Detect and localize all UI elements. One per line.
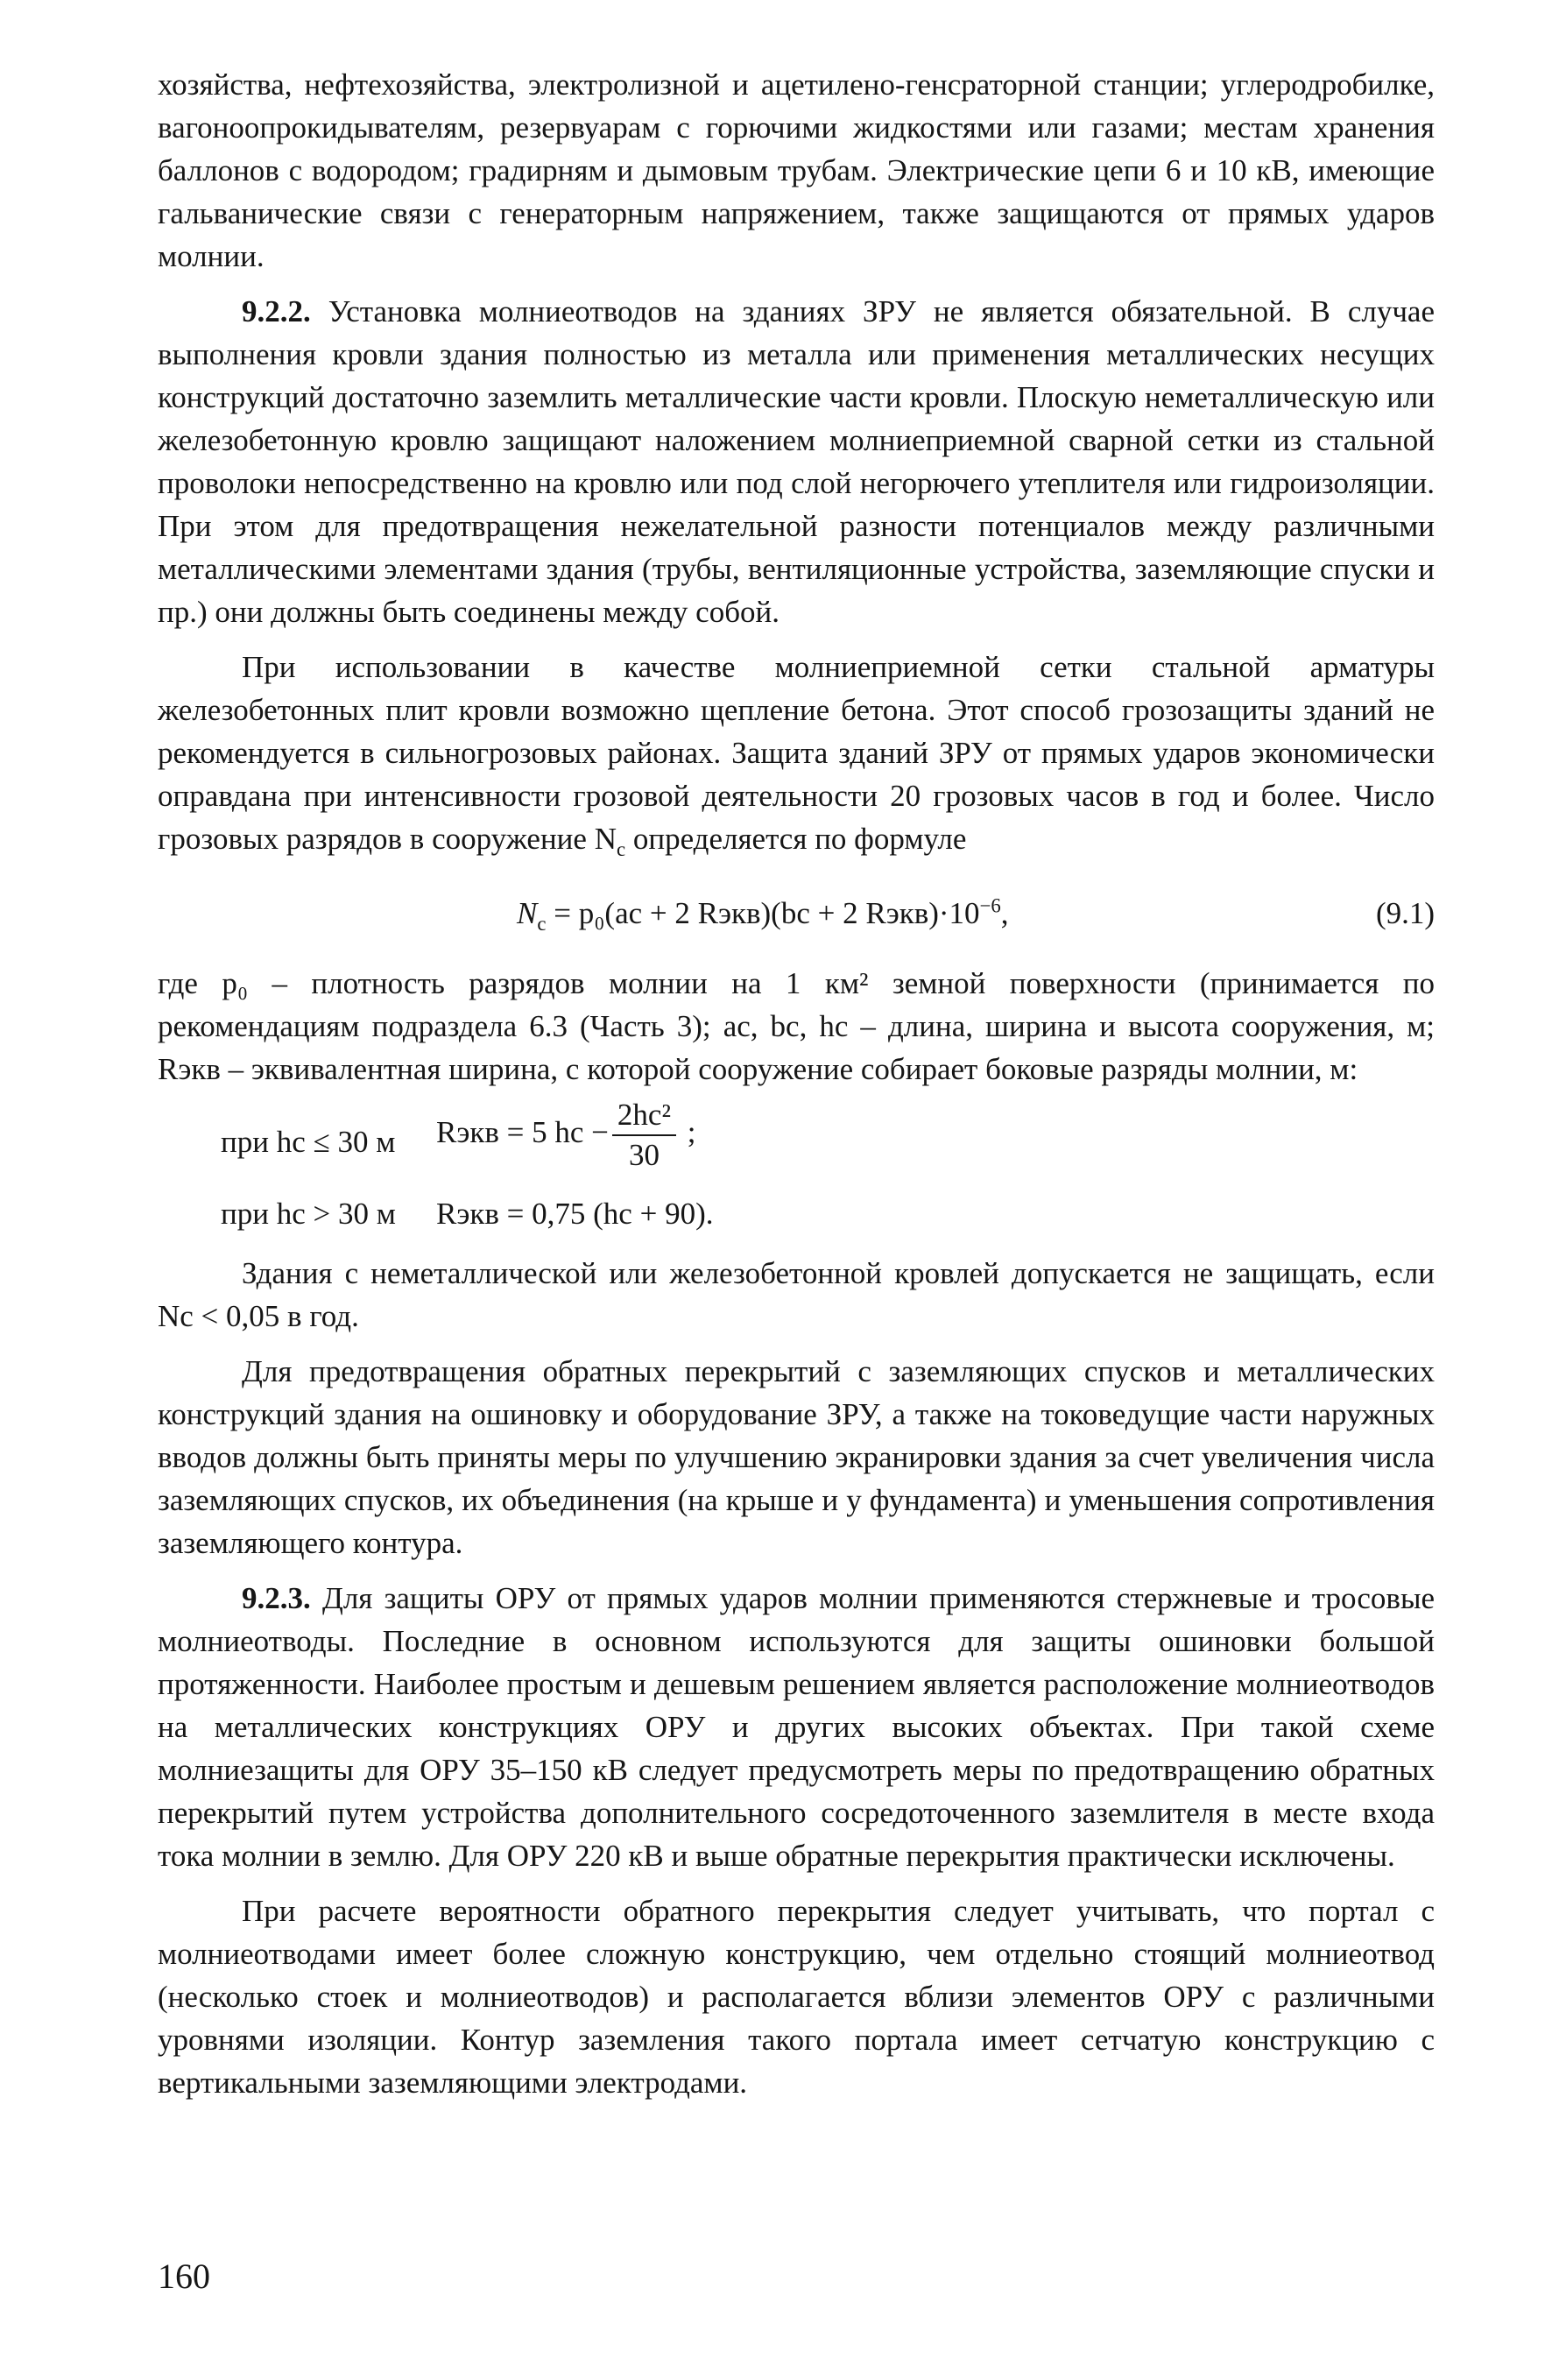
paragraph-4: где p₀ – плотность разрядов молнии на 1 км² земной поверхности (принимается по рекомендациям подраздела 6.3 (Часть 3); aс, bс, hс – длина, ширина и высота сооружения, м; Rэкв – эквивалентная ширина, с которой сооружение собирает боковые разряды молнии, м: [158, 966, 1435, 1086]
formula-body: = p₀(aс + 2 Rэкв)(bс + 2 Rэкв)·10 [546, 896, 980, 930]
page-number: 160 [158, 2256, 210, 2296]
equation-1-numerator: 2hс² [612, 1096, 676, 1136]
paragraph-9-2-3-text: Для защиты ОРУ от прямых ударов молнии применяются стержневые и тросовые молниеотводы. Последние в основном используются для защиты ошиновки большой протяженности. Наиболее простым и дешевым решением является расположение молниеотводов на металлических конструкциях ОРУ и других высоких объектах. При такой схеме молниезащиты для ОРУ 35–150 кВ следует предусмотреть меры по предотвращению обратных перекрытий путем устройства дополнительного сосредоточенного заземлителя в месте входа тока молнии в землю. Для ОРУ 220 кВ и выше обратные перекрытия практически исключены. [158, 1581, 1435, 1873]
formula-tail: , [1000, 896, 1009, 930]
paragraph-9-2-3 [158, 1577, 1435, 1877]
paragraph-3-tail: определяется по формуле [625, 822, 967, 856]
paragraph-8: При расчете вероятности обратного перекрытия следует учитывать, что портал с молниеотводами имеет более сложную конструкцию, чем отдельно стоящий молниеотвод (несколько стоек и молниеотводов) и располагается вблизи элементов ОРУ с различными уровнями изоляции. Контур заземления такого портала имеет сетчатую конструкцию с вертикальными заземляющими электродами. [158, 1894, 1435, 2100]
paragraph-5: Здания с неметаллической или железобетонной кровлей допускается не защищать, если Nс < 0,05 в год. [158, 1256, 1435, 1333]
equation-1-tail: ; [679, 1115, 696, 1150]
equation-1-fraction [612, 1096, 676, 1175]
formula-exponent: −6 [979, 894, 1001, 917]
equation-2-rhs: Rэкв = 0,75 (hс + 90). [436, 1197, 714, 1231]
section-number-9-2-3: 9.2.3. [242, 1581, 311, 1615]
equation-1-denominator: 30 [628, 1138, 660, 1172]
formula-expression: $N_с = p_0(aс + 2$ Rэкв)(bс + 2 $Rэкв)\cdot 10^{-6}$, [517, 894, 1009, 935]
paragraph-3-sub: с [616, 838, 626, 860]
equation-row-1 [158, 1091, 1435, 1189]
equation-1-lhs: Rэкв = 5 hс − [436, 1115, 609, 1150]
section-number-9-2-2: 9.2.2. [242, 294, 311, 328]
equation-2-condition: при hс > 30 м [221, 1197, 396, 1231]
paragraph-3-text: При использовании в качестве молниеприемной сетки стальной арматуры железобетонных плит кровли возможно щепление бетона. Этот способ грозозащиты зданий не рекомендуется в сильногрозовых районах. Защита зданий ЗРУ от прямых ударов экономически оправдана при интенсивности грозовой деятельности 20 грозовых часов в год и более. Число грозовых разрядов в сооружение N [158, 650, 1435, 856]
equation-1-rhs [436, 1096, 695, 1175]
paragraph-9-2-2-text: Установка молниеотводов на зданиях ЗРУ не является обязательной. В случае выполнения кровли здания полностью из металла или применения металлических несущих конструкций достаточно заземлить металлические части кровли. Плоскую неметаллическую или железобетонную кровлю защищают наложением молниеприемной сварной сетки из стальной проволоки непосредственно на кровлю или под слой негорючего утеплителя или гидроизоляции. При этом для предотвращения нежелательной разности потенциалов между различными металлическими элементами здания (трубы, вентиляционные устройства, заземляющие спуски и пр.) они должны быть соединены между собой. [158, 294, 1435, 629]
formula-9-1 [158, 881, 1435, 946]
document-page [158, 63, 1435, 2104]
equation-1-condition: при hс ≤ 30 м [221, 1125, 396, 1159]
paragraph-3 [158, 646, 1435, 860]
formula-symbol: N [517, 896, 538, 930]
formula-number: (9.1) [1375, 896, 1435, 930]
equation-row-2 [158, 1189, 1435, 1252]
paragraph-1: хозяйства, нефтехозяйства, электролизной и ацетилено-генсраторной станции; углеродробилке, вагоноопрокидывателям, резервуарам с горючими жидкостями или газами; местам хранения баллонов с водородом; градирням и дымовым трубам. Электрические цепи 6 и 10 кВ, имеющие гальванические связи с генераторным напряжением, также защищаются от прямых ударов молнии. [158, 67, 1435, 273]
paragraph-6: Для предотвращения обратных перекрытий с заземляющих спусков и металлических конструкций здания на ошиновку и оборудование ЗРУ, а также на токоведущие части наружных вводов должны быть приняты меры по улучшению экранировки здания за счет увеличения числа заземляющих спусков, их объединения (на крыше и у фундамента) и уменьшения сопротивления заземляющего контура. [158, 1354, 1435, 1560]
paragraph-9-2-2 [158, 290, 1435, 633]
